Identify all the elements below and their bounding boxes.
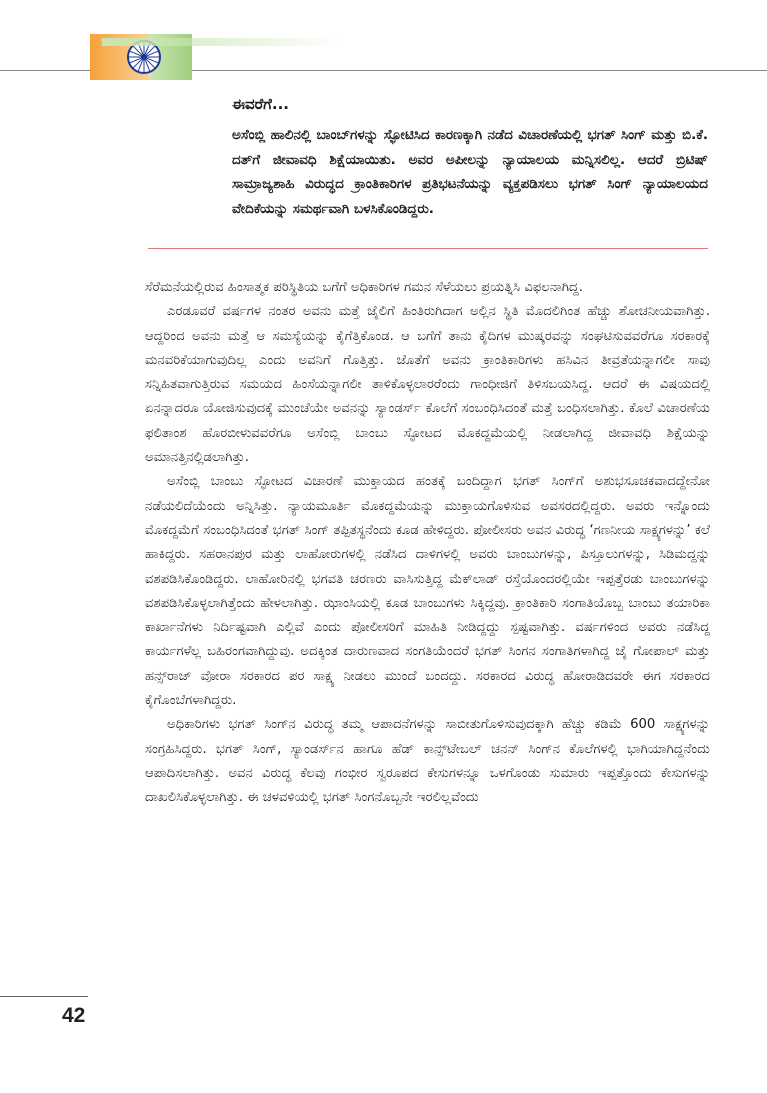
paragraph: ಅಸೆಂಬ್ಲಿ ಬಾಂಬು ಸ್ಫೋಟದ ವಿಚಾರಣೆ ಮುಕ್ತಾಯದ ಹಂತಕ್ಕೆ ಬಂದಿದ್ದಾಗ ಭಗತ್ ಸಿಂಗ್‌ಗೆ ಅಶುಭಸೂಚಕವಾದದ್ದೇನೋ ನಡೆಯಲಿದೆಯೆಂದು ಅನ್ನಿಸಿತ್ತು. ನ್ಯಾಯಮೂರ್ತಿ ಮೊಕದ್ದಮೆಯನ್ನು ಮುಕ್ತಾಯಗೊಳಿಸುವ ಅವಸರದಲ್ಲಿದ್ದರು. ಅವರು ಇನ್ನೊಂದು ಮೊಕದ್ದಮೆಗೆ ಸಂಬಂಧಿಸಿದಂತೆ ಭಗತ್ ಸಿಂಗ್ ತಪ್ಪಿತಸ್ಥನೆಂದು ಕೂಡ ಹೇಳಿದ್ದರು. ಪೋಲೀಸರು ಅವನ ವಿರುದ್ಧ ‘ಗಣನೀಯ ಸಾಕ್ಷ್ಯಗಳನ್ನು’ ಕಲೆ ಹಾಕಿದ್ದರು. ಸಹರಾನಪುರ ಮತ್ತು ಲಾಹೋರುಗಳಲ್ಲಿ ನಡೆಸಿದ ದಾಳಿಗಳಲ್ಲಿ ಅವರು ಬಾಂಬುಗಳನ್ನು, ಪಿಸ್ತೂಲುಗಳನ್ನು, ಸಿಡಿಮದ್ದನ್ನು ವಶಪಡಿಸಿಕೊಂಡಿದ್ದರು. ಲಾಹೋರಿನಲ್ಲಿ ಭಗವತಿ ಚರಣರು ವಾಸಿಸುತ್ತಿದ್ದ ಮೆಕ್‌ಲಾಡ್ ರಸ್ತೆಯೊಂದರಲ್ಲಿಯೇ ಇಪ್ಪತ್ತೆರಡು ಬಾಂಬುಗಳನ್ನು ವಶಪಡಿಸಿಕೊಳ್ಳಲಾಗಿತ್ತೆಂದು ಹೇಳಲಾಗಿತ್ತು. ಝಾಂಸಿಯಲ್ಲಿ ಕೂಡ ಬಾಂಬುಗಳು ಸಿಕ್ಕಿದ್ದವು. ಕ್ರಾಂತಿಕಾರಿ ಸಂಗಾತಿಯೊಬ್ಬ ಬಾಂಬು ತಯಾರಿಕಾ ಕಾರ್ಖಾನೆಗಳು ನಿರ್ದಿಷ್ಟವಾಗಿ ಎಲ್ಲಿವೆ ಎಂದು ಪೋಲೀಸರಿಗೆ ಮಾಹಿತಿ ನೀಡಿದ್ದದ್ದು ಸ್ಪಷ್ಟವಾಗಿತ್ತು. ವರ್ಷಗಳಿಂದ ಅವರು ನಡೆಸಿದ್ದ ಕಾರ್ಯಗಳೆಲ್ಲ ಬಹಿರಂಗವಾಗಿದ್ದುವು. ಅದಕ್ಕಿಂತ ದಾರುಣವಾದ ಸಂಗತಿಯೆಂದರೆ ಭಗತ್ ಸಿಂಗನ ಸಂಗಾತಿಗಳಾಗಿದ್ದ ಜೈ ಗೋಪಾಲ್ ಮತ್ತು ಹನ್ಸ್‌ರಾಜ್ ವೋರಾ ಸರಕಾರದ ಪರ ಸಾಕ್ಷ್ಯ ನೀಡಲು ಮುಂದೆ ಬಂದದ್ದು. ಸರಕಾರದ ವಿರುದ್ಧ ಹೋರಾಡಿದವರೇ ಈಗ ಸರಕಾರದ ಕೈಗೊಂಬೆಗಳಾಗಿದ್ದರು. [145, 474, 710, 709]
footer-rule [0, 996, 88, 997]
body-text [145, 276, 710, 811]
flag-fade-strip [102, 38, 342, 46]
paragraph: ಎರಡೂವರೆ ವರ್ಷಗಳ ನಂತರ ಅವನು ಮತ್ತೆ ಜೈಲಿಗೆ ಹಿಂತಿರುಗಿದಾಗ ಅಲ್ಲಿನ ಸ್ಥಿತಿ ಮೊದಲಿಗಿಂತ ಹೆಚ್ಚು ಶೋಚನೀಯವಾಗಿತ್ತು. ಆದ್ದರಿಂದ ಅವನು ಮತ್ತೆ ಆ ಸಮಸ್ಯೆಯನ್ನು ಕೈಗೆತ್ತಿಕೊಂಡ. ಆ ಬಗೆಗೆ ತಾನು ಕೈದಿಗಳ ಮುಷ್ಕರವನ್ನು ಸಂಘಟಿಸುವವರೆಗೂ ಸರಕಾರಕ್ಕೆ ಮನವರಿಕೆಯಾಗುವುದಿಲ್ಲ ಎಂದು ಅವನಿಗೆ ಗೊತ್ತಿತ್ತು. ಜೊತೆಗೆ ಅವನು ಕ್ರಾಂತಿಕಾರಿಗಳು ಹಸಿವಿನ ತೀವ್ರತೆಯನ್ನಾಗಲೀ ಸಾವು ಸನ್ನಿಹಿತವಾಗುತ್ತಿರುವ ಸಮಯದ ಹಿಂಸೆಯನ್ನಾಗಲೀ ತಾಳಿಕೊಳ್ಳಲಾರರೆಂದು ಗಾಂಧೀಜಿಗೆ ತಿಳಿಸಬಯಸಿದ್ದ. ಆದರೆ ಈ ವಿಷಯದಲ್ಲಿ ಏನನ್ನಾದರೂ ಯೋಜಿಸುವುದಕ್ಕೆ ಮುಂಚೆಯೇ ಅವನನ್ನು ಸ್ಯಾಂಡರ್ಸ್ ಕೊಲೆಗೆ ಸಂಬಂಧಿಸಿದಂತೆ ಮತ್ತೆ ಬಂಧಿಸಲಾಗಿತ್ತು. ಕೊಲೆ ವಿಚಾರಣೆಯ ಫಲಿತಾಂಶ ಹೊರಬೀಳುವವರೆಗೂ ಅಸೆಂಬ್ಲಿ ಬಾಂಬು ಸ್ಫೋಟದ ಮೊಕದ್ದಮೆಯಲ್ಲಿ ನೀಡಲಾಗಿದ್ದ ಜೀವಾವಧಿ ಶಿಕ್ಷೆಯನ್ನು ಅಮಾನತ್ತಿನಲ್ಲಿಡಲಾಗಿತ್ತು. [145, 304, 710, 466]
paragraph: ಅಧಿಕಾರಿಗಳು ಭಗತ್ ಸಿಂಗ್‌ನ ವಿರುದ್ಧ ತಮ್ಮ ಆಪಾದನೆಗಳನ್ನು ಸಾಬೀತುಗೊಳಿಸುವುದಕ್ಕಾಗಿ ಹೆಚ್ಚು ಕಡಿಮೆ 600 ಸಾಕ್ಷ್ಯಗಳನ್ನು ಸಂಗ್ರಹಿಸಿದ್ದರು. ಭಗತ್ ಸಿಂಗ್, ಸ್ಯಾಂಡರ್ಸ್‌ನ ಹಾಗೂ ಹೆಡ್ ಕಾನ್ಸ್‌ಟೇಬಲ್ ಚನನ್ ಸಿಂಗ್‌ನ ಕೊಲೆಗಳಲ್ಲಿ ಭಾಗಿಯಾಗಿದ್ದನೆಂದು ಆಪಾದಿಸಲಾಗಿತ್ತು. ಅವನ ವಿರುದ್ಧ ಕೆಲವು ಗಂಭೀರ ಸ್ವರೂಪದ ಕೇಸುಗಳನ್ನೂ ಒಳಗೊಂಡು ಸುಮಾರು ಇಪ್ಪತ್ತೊಂದು ಕೇಸುಗಳನ್ನು ದಾಖಲಿಸಿಕೊಳ್ಳಲಾಗಿತ್ತು. ಈ ಚಳವಳಿಯಲ್ಲಿ ಭಗತ್ ಸಿಂಗನೊಬ್ಬನೇ ಇರಲಿಲ್ಲವೆಂದು [145, 717, 710, 806]
paragraph: ಸೆರೆಮನೆಯಲ್ಲಿರುವ ಹಿಂಸಾತ್ಮಕ ಪರಿಸ್ಥಿತಿಯ ಬಗೆಗೆ ಅಧಿಕಾರಿಗಳ ಗಮನ ಸೆಳೆಯಲು ಪ್ರಯತ್ನಿಸಿ ವಿಫಲನಾಗಿದ್ದ. [145, 280, 583, 295]
page-number: 42 [62, 1004, 86, 1027]
box-divider [148, 248, 708, 249]
box-heading: ಈವರೆಗೆ... [232, 95, 289, 113]
box-summary-text: ಅಸೆಂಬ್ಲಿ ಹಾಲಿನಲ್ಲಿ ಬಾಂಬ್‌ಗಳನ್ನು ಸ್ಫೋಟಿಸಿದ ಕಾರಣಕ್ಕಾಗಿ ನಡೆದ ವಿಚಾರಣೆಯಲ್ಲಿ ಭಗತ್ ಸಿಂಗ್ ಮತ್ತು ಬಿ.ಕೆ. ದತ್‌ಗೆ ಜೀವಾವಧಿ ಶಿಕ್ಷೆಯಾಯಿತು. ಅವರ ಅಪೀಲನ್ನು ನ್ಯಾಯಾಲಯ ಮನ್ನಿಸಲಿಲ್ಲ. ಆದರೆ ಬ್ರಿಟಿಷ್ ಸಾಮ್ರಾಜ್ಯಶಾಹಿ ವಿರುದ್ಧದ ಕ್ರಾಂತಿಕಾರಿಗಳ ಪ್ರತಿಭಟನೆಯನ್ನು ವ್ಯಕ್ತಪಡಿಸಲು ಭಗತ್ ಸಿಂಗ್ ನ್ಯಾಯಾಲಯದ ವೇದಿಕೆಯನ್ನು ಸಮರ್ಥವಾಗಿ ಬಳಸಿಕೊಂಡಿದ್ದರು. [232, 127, 708, 217]
